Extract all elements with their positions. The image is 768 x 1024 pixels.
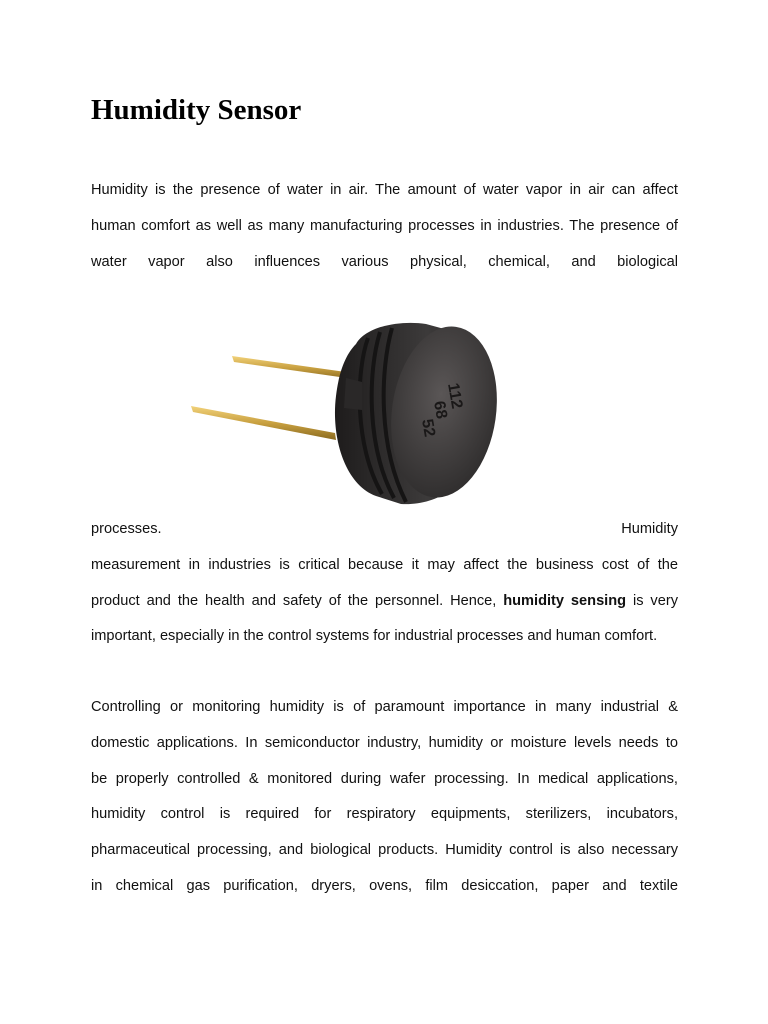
text-line: in chemical gas purification, dryers, ovens, film desiccation, paper and textile bbox=[91, 877, 678, 894]
text-line: Humidity is the presence of water in air. The amount of water vapor in air can affect bbox=[91, 182, 678, 198]
page-title: Humidity Sensor bbox=[91, 94, 302, 126]
text-line: be properly controlled & monitored during wafer processing. In medical applications, bbox=[91, 770, 678, 787]
text-line: Controlling or monitoring humidity is of paramount importance in many industrial & bbox=[91, 699, 678, 715]
humidity-sensor-image bbox=[186, 316, 506, 516]
text-word: Humidity bbox=[621, 521, 678, 537]
text-line: humidity control is required for respiratory equipments, sterilizers, incubators, bbox=[91, 806, 678, 823]
sensor-body bbox=[335, 320, 506, 505]
paragraph-intro-continued bbox=[91, 512, 678, 655]
sensor-leads bbox=[191, 356, 361, 440]
bold-link-text: humidity sensing bbox=[503, 592, 627, 609]
svg-text:112: 112 bbox=[444, 381, 466, 411]
text-line: product and the health and safety of the personnel. Hence, humidity sensing is very bbox=[91, 592, 678, 609]
text-line: pharmaceutical processing, and biological products. Humidity control is also necessary bbox=[91, 842, 678, 859]
text-line: human comfort as well as many manufacturing processes in industries. The presence of bbox=[91, 217, 678, 234]
svg-text:52: 52 bbox=[418, 417, 438, 439]
text-line: water vapor also influences various physical, chemical, and biological bbox=[91, 253, 678, 270]
text-line: domestic applications. In semiconductor industry, humidity or moisture levels needs to bbox=[91, 734, 678, 751]
paragraph-applications bbox=[91, 690, 678, 905]
text-word: processes. bbox=[91, 521, 162, 537]
text-line: important, especially in the control systems for industrial processes and human comfort. bbox=[91, 628, 658, 645]
text-line bbox=[91, 512, 678, 548]
text-line: measurement in industries is critical because it may affect the business cost of the bbox=[91, 556, 678, 573]
svg-text:68: 68 bbox=[430, 399, 450, 421]
paragraph-intro bbox=[91, 173, 678, 280]
